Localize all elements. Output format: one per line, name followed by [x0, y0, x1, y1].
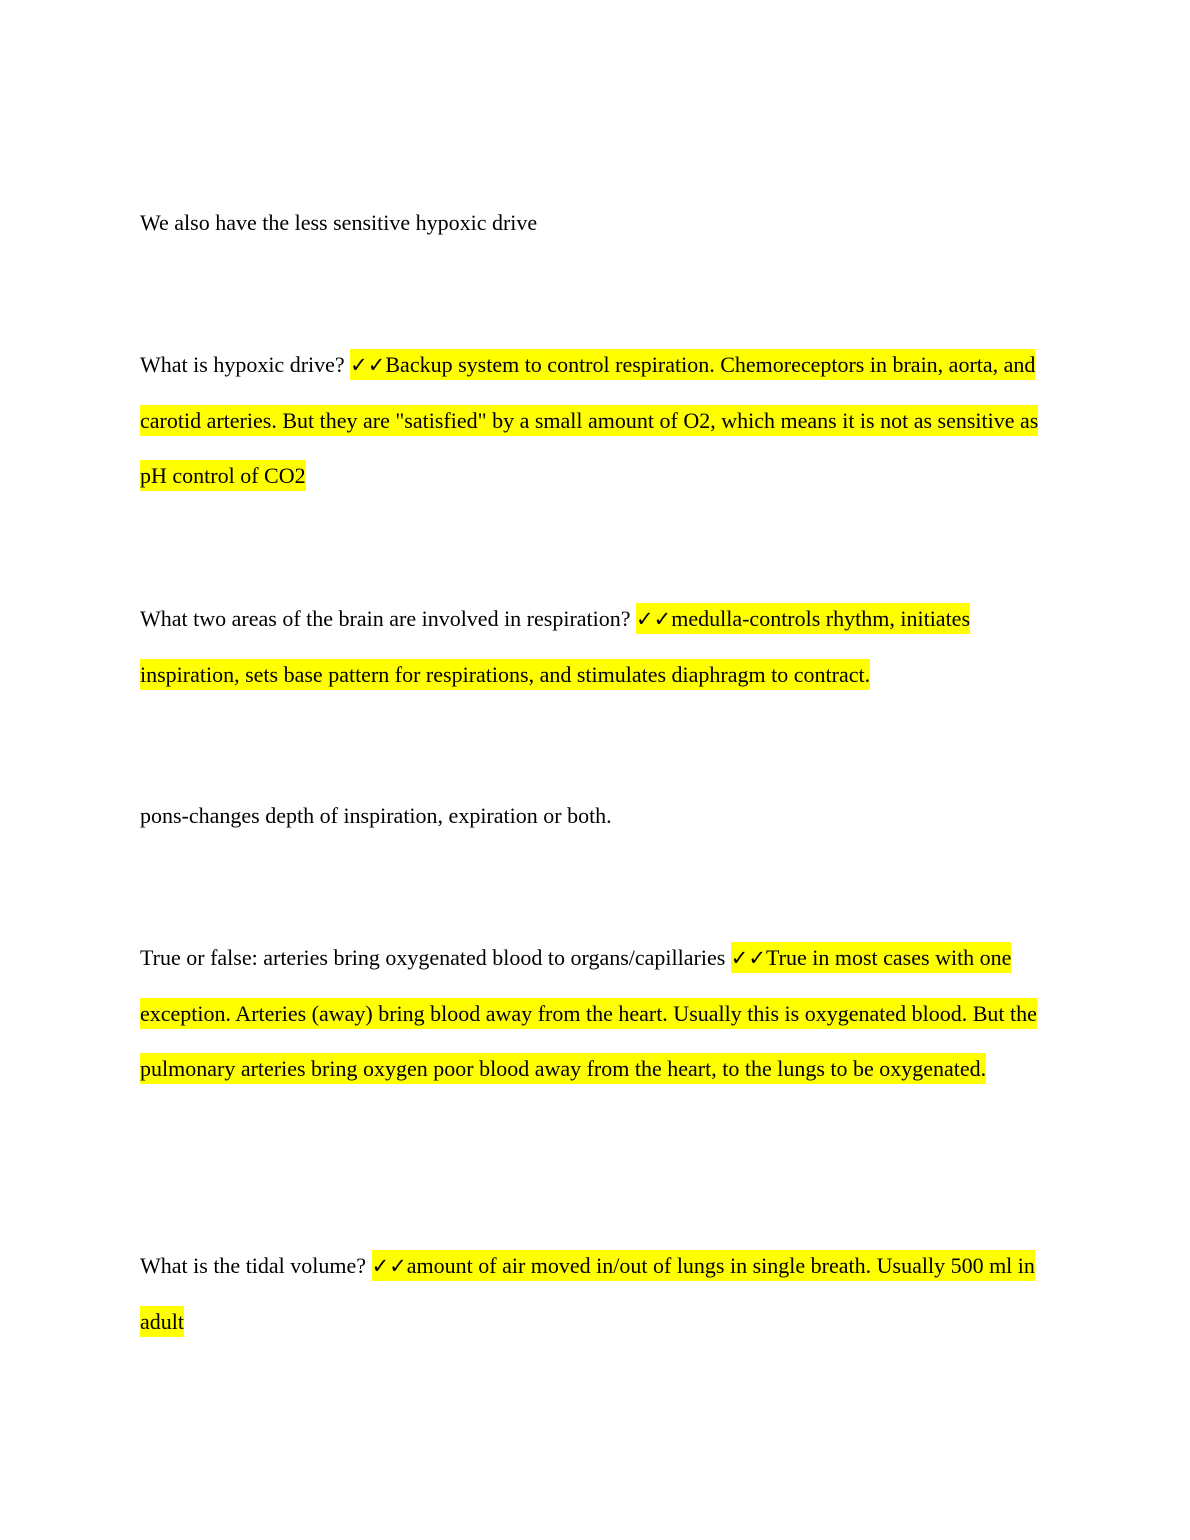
answer-text: amount of air moved in/out of lungs in single breath. Usually 500 ml in adult: [140, 1253, 1035, 1334]
paragraph-hypoxic-drive-intro: [140, 195, 1040, 250]
flashcard-arteries: [140, 930, 1040, 1096]
double-check-icon: ✓✓: [636, 607, 672, 631]
statement-text: pons-changes depth of inspiration, expiration or both.: [140, 803, 612, 828]
question-text: What two areas of the brain are involved in respiration?: [140, 606, 631, 631]
answer-text: medulla-controls rhythm, initiates inspiration, sets base pattern for respirations, and stimulates diaphragm to contract.: [140, 606, 971, 687]
paragraph-pons: [140, 788, 1040, 843]
statement-text: We also have the less sensitive hypoxic drive: [140, 210, 538, 235]
answer-text: Backup system to control respiration. Chemoreceptors in brain, aorta, and carotid arteries. But they are "satisfied" by a small amount of O2, which means it is not as sensitive as pH control of CO2: [140, 352, 1039, 488]
double-check-icon: ✓✓: [350, 353, 386, 377]
double-check-icon: ✓✓: [730, 946, 766, 970]
answer-text: True in most cases with one exception. Arteries (away) bring blood away from the heart. Usually this is oxygenated blood. But the pulmonary arteries bring oxygen poor blood away from the heart, to the lungs to be oxygenated.: [140, 945, 1037, 1081]
flashcard-tidal-volume: [140, 1238, 1040, 1349]
question-text: True or false: arteries bring oxygenated blood to organs/capillaries: [140, 945, 726, 970]
question-text: What is hypoxic drive?: [140, 352, 345, 377]
double-check-icon: ✓✓: [371, 1254, 407, 1278]
flashcard-brain-areas: [140, 591, 1040, 702]
question-text: What is the tidal volume?: [140, 1253, 367, 1278]
flashcard-hypoxic-drive: [140, 337, 1040, 503]
